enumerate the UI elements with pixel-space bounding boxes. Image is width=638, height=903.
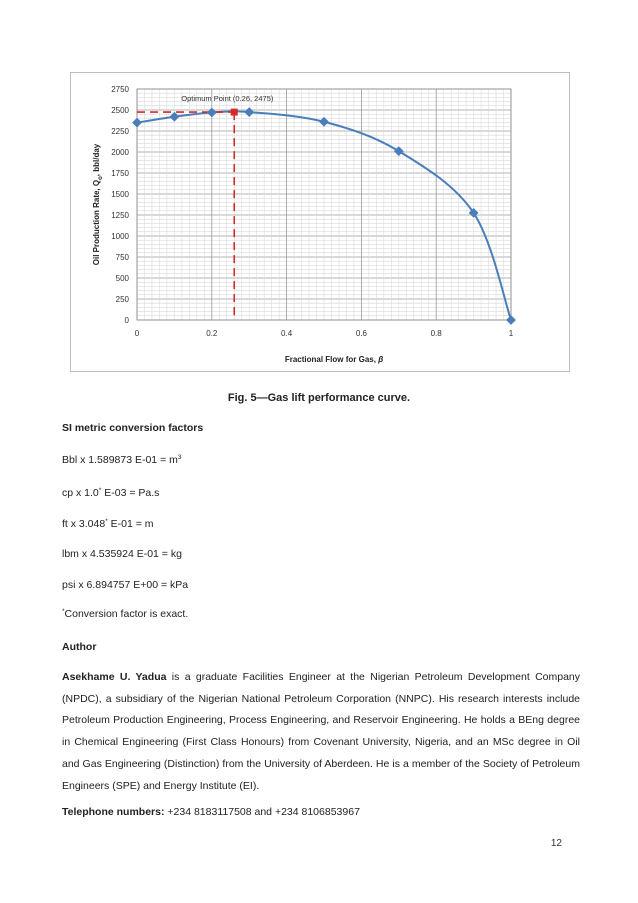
x-tick-label: 0.6 <box>355 329 367 338</box>
optimum-point-label: Optimum Point (0.26, 2475) <box>181 94 274 104</box>
conversion-row <box>62 579 580 591</box>
author-bio <box>62 667 580 797</box>
conversion-row <box>62 454 580 466</box>
conversion-note <box>62 608 580 620</box>
conversion-row-sup: * <box>105 518 108 525</box>
conversion-row-text: cp x 1.0 <box>62 487 99 499</box>
x-tick-label: 0.2 <box>206 329 218 338</box>
gas-lift-performance-chart <box>71 73 571 373</box>
conversion-heading: SI metric conversion factors <box>62 422 204 434</box>
conversion-note-text: Conversion factor is exact. <box>64 608 189 620</box>
chart-frame <box>70 72 570 372</box>
y-axis-label: Oil Production Rate, $Q_o$, bbl/day <box>92 143 104 266</box>
data-point <box>320 118 328 126</box>
data-point <box>245 108 253 116</box>
conversion-row-sup: * <box>98 487 102 494</box>
conversion-note-mark: * <box>62 608 65 615</box>
x-tick-label: 0.4 <box>281 329 293 338</box>
conversion-row-sup: 3 <box>177 454 182 461</box>
y-tick-label: 2000 <box>111 148 129 157</box>
conversion-row-text: psi x 6.894757 E+00 = kPa <box>62 579 189 591</box>
data-point <box>133 118 141 126</box>
y-tick-label: 0 <box>124 316 129 325</box>
y-tick-label: 2500 <box>111 106 129 115</box>
y-tick-label: 2750 <box>111 85 129 94</box>
telephone-line <box>62 806 580 818</box>
telephone-label: Telephone numbers: <box>62 806 165 818</box>
x-tick-label: 1 <box>508 329 514 338</box>
x-tick-label: 0 <box>134 329 140 338</box>
figure-caption: Fig. 5—Gas lift performance curve. <box>227 392 411 404</box>
author-name: Asekhame U. Yadua <box>62 671 167 683</box>
x-tick-label: 0.8 <box>430 329 442 338</box>
author-bio-text: is a graduate Facilities Engineer at the Nigerian Petroleum Development Company (NPDC), a subsidiary of the Nigerian National Petroleum Corporation (NNPC). His research interests include Petroleum Production Engineering, Process Engineering, and Reservoir Engineering. He holds a BEng degree in Chemical Engineering (First Class Honours) from Covenant University, Nigeria, and an MSc degree in Oil and Gas Engineering (Distinction) from the University of Aberdeen. He is a member of the Society of Petroleum Engineers (SPE) and Energy Institute (EI). <box>62 671 581 792</box>
conversion-row <box>62 548 580 560</box>
conversion-row <box>62 487 580 499</box>
conversion-row-text: Bbl x 1.589873 E-01 = m <box>62 454 178 466</box>
y-tick-label: 1000 <box>111 232 129 241</box>
conversion-row <box>62 518 580 530</box>
y-tick-label: 1500 <box>111 190 129 199</box>
y-tick-label: 1250 <box>111 211 129 220</box>
x-axis-label: Fractional Flow for Gas, β <box>284 355 384 364</box>
conversion-row-text-b: E-01 = m <box>107 518 154 530</box>
optimum-point-marker <box>231 109 238 116</box>
data-point <box>170 113 178 121</box>
data-point <box>208 108 216 116</box>
conversion-row-text: ft x 3.048 <box>62 518 106 530</box>
y-tick-label: 2250 <box>111 127 129 136</box>
conversion-row-text-b: E-03 = Pa.s <box>101 487 160 499</box>
data-point <box>507 316 515 324</box>
author-heading: Author <box>62 641 97 653</box>
y-tick-label: 250 <box>115 295 129 304</box>
page-number: 12 <box>550 838 562 849</box>
telephone-value: +234 8183117508 and +234 8106853967 <box>164 806 360 818</box>
conversion-row-text: lbm x 4.535924 E-01 = kg <box>62 548 182 560</box>
y-tick-label: 750 <box>115 253 129 262</box>
y-tick-label: 500 <box>115 274 129 283</box>
y-tick-label: 1750 <box>111 169 129 178</box>
